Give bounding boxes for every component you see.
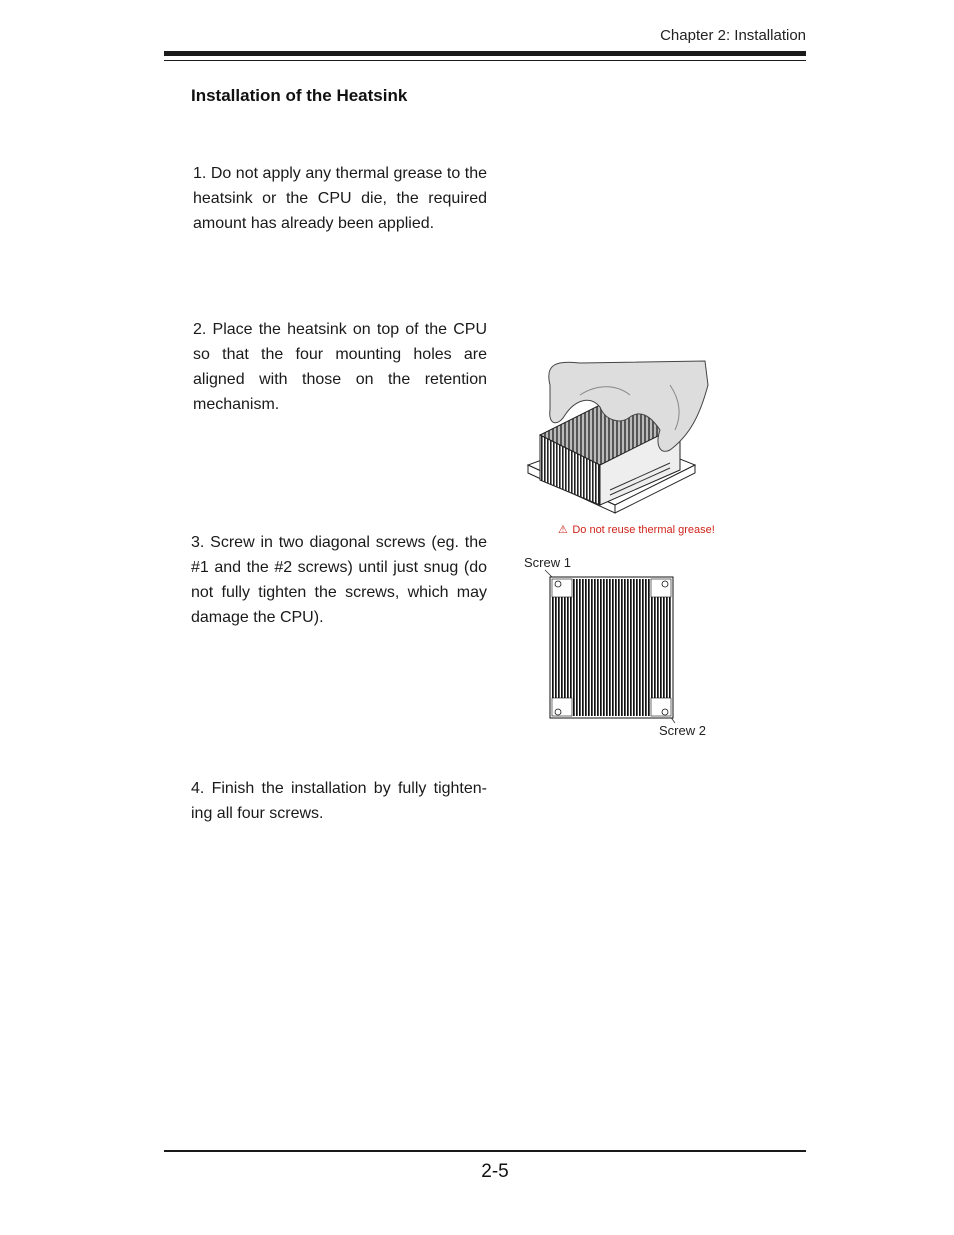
screw-1-hole (555, 581, 561, 587)
screw-3-hole (662, 581, 668, 587)
header-rule-thin (164, 60, 806, 61)
warning-text: Do not reuse thermal grease! (572, 524, 715, 536)
step-1-text: 1. Do not apply any thermal grease to the heatsink or the CPU die, the required amount has already been applied. (193, 165, 487, 232)
warning-triangle-icon: ⚠ (558, 524, 568, 536)
step-3-text: 3. Screw in two diagonal screws (eg. the #1 and the #2 screws) until just snug (do not fully tighten the screws, which may damage the CPU). (191, 534, 487, 626)
step-2-text: 2. Place the heatsink on top of the CPU so that the four mounting holes are aligned with those on the retention mechanism. (193, 321, 487, 413)
screw-2-label: Screw 2 (659, 723, 706, 738)
heatsink-placement-illustration (520, 355, 720, 515)
screw-2-hole (662, 709, 668, 715)
screw-1-label: Screw 1 (524, 555, 571, 570)
step-4-text: 4. Finish the installation by fully tighten-ing all four screws. (191, 780, 487, 822)
section-title: Installation of the Heatsink (191, 86, 408, 105)
page-number: 2-5 (481, 1161, 509, 1182)
chapter-header: Chapter 2: Installation (660, 27, 806, 44)
screw-4-hole (555, 709, 561, 715)
warning-note (558, 520, 715, 538)
footer-rule (164, 1150, 806, 1152)
heatsink-top-view-illustration (540, 565, 680, 730)
header-rule-thick (164, 51, 806, 56)
